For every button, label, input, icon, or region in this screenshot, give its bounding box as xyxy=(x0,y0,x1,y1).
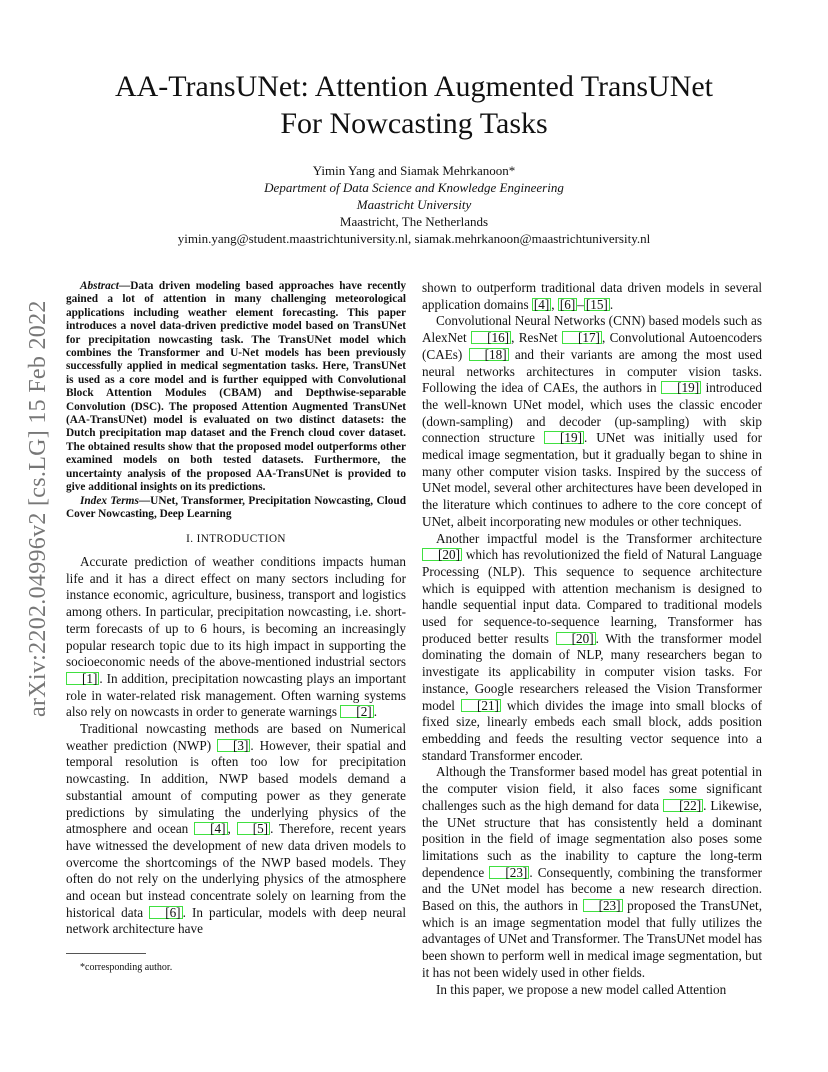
citation-link[interactable]: [6] xyxy=(149,906,182,919)
citation-link[interactable]: [16] xyxy=(471,331,511,344)
university: Maastricht University xyxy=(356,197,472,212)
citation-link[interactable]: [22] xyxy=(663,799,703,812)
citation-link[interactable]: [20] xyxy=(422,548,462,561)
left-column xyxy=(66,280,406,938)
index-terms xyxy=(66,495,406,522)
citation-link[interactable]: [23] xyxy=(489,866,529,879)
author-block xyxy=(64,162,764,247)
citation-link[interactable]: [4] xyxy=(533,296,550,312)
arxiv-identifier: arXiv:2202.04996v2 [cs.LG] 15 Feb 2022 xyxy=(25,300,51,717)
citation-link[interactable]: [5] xyxy=(237,822,270,835)
citation-link[interactable]: [1] xyxy=(66,672,99,685)
citation-link[interactable]: [18] xyxy=(469,348,509,361)
intro-paragraph-3: Convolutional Neural Networks (CNN) based models such as AlexNet [16] , ResNet [17] , Convolutional Autoencoders (CAEs) [18] and their variants are among the most used neural networks architectures in computer vision tasks. Following the idea of CAEs, the authors in [19] introduced the well-known UNet model, which uses the classic encoder (down-sampling) and decoder (up-sampling) with skip connection structure [19] . UNet was initially used for medical image segmentation, but it gradually began to shine in many other computer vision tasks. Inspired by the success of UNet model, several other architectures have been developed in the literature which continues to adhere to the core concept of UNet, albeit incorporating new modules or other techniques. xyxy=(422,313,763,529)
paper-title xyxy=(64,68,764,142)
intro-paragraph-5: Although the Transformer based model has great potential in the computer vision field, it also faces some significant challenges such as the high demand for data [22] . Likewise, the UNet structure that has consistently held a dominant position in the field of image segmentation also poses some limitations such as the inability to capture the long-term dependence [23] . Consequently, combining the transformer and the UNet model has become a new research direction. Based on this, the authors in [23] proposed the TransUNet, which is an image segmentation model that fully utilizes the advantages of UNet and Transformer. The TransUNet model has been shown to perform well in medical image segmentation, but it has not been widely used in other fields. xyxy=(422,764,763,980)
right-column xyxy=(422,280,762,998)
citation-link[interactable]: [20] xyxy=(556,632,596,645)
citation-link[interactable]: [4] xyxy=(194,822,227,835)
author-names: Yimin Yang and Siamak Mehrkanoon* xyxy=(312,163,516,178)
section-heading-introduction: I. INTRODUCTION xyxy=(186,533,286,546)
intro-paragraph-1: Accurate prediction of weather conditions impacts human life and it has a direct effect on many sectors including for instance economic, agriculture, business, transport and logistics among others. In particular, precipitation nowcasting, i.e. short-term forecasts of up to 6 hours, is becoming an increasingly popular research topic due to its high impact in supporting the socioeconomic needs of the above-mentioned industrial sectors [1] . In addition, precipitation nowcasting plays an important role in water-related risk management. Often warning systems also rely on nowcasts in order to generate warnings [2] . xyxy=(66,554,406,720)
citation-link[interactable]: [3] xyxy=(217,739,250,752)
index-terms-text: —UNet, Transformer, Precipitation Nowcasting, Cloud Cover Nowcasting, Deep Learning xyxy=(66,494,406,520)
footnote-rule xyxy=(66,953,146,954)
citation-link[interactable]: [2] xyxy=(340,705,373,718)
title-line-1: AA-TransUNet: Attention Augmented TransUNet xyxy=(114,70,714,103)
abstract xyxy=(66,280,406,495)
location: Maastricht, The Netherlands xyxy=(339,214,489,229)
citation-link[interactable]: [23] xyxy=(583,899,623,912)
abstract-text: —Data driven modeling based approaches have recently gained a lot of attention in many challenging meteorological applications including weather element forecasting. This paper introduces a novel data-driven predictive model based on TransUNet for precipitation nowcasting task. The TransUNet model which combines the Transformer and U-Net models has been previously successfully applied in medical segmentation tasks. Here, TransUNet is used as a core model and is further equipped with Convolutional Block Attention Modules (CBAM) and Depthwise-separable Convolution (DSC). The proposed Attention Augmented TransUNet (AA-TransUNet) model is evaluated on two distinct datasets: the Dutch precipitation map dataset and the French cloud cover dataset. The obtained results show that the proposed model outperforms other examined models on both tested datasets. Furthermore, the uncertainty analysis of the proposed AA-TransUNet is provided to give additional insights on its predictions. xyxy=(66,280,406,494)
footnote: *corresponding author. xyxy=(80,962,173,973)
emails: yimin.yang@student.maastrichtuniversity.nl, siamak.mehrkanoon@maastrichtuniversity.nl xyxy=(177,231,651,246)
citation-link[interactable]: [6] xyxy=(559,296,576,312)
intro-paragraph-2: Traditional nowcasting methods are based on Numerical weather prediction (NWP) [3] . However, their spatial and temporal resolution is often too low for precipitation nowcasting. In addition, NWP based models demand a substantial amount of computing power as they generate predictions by simulating the underlying physics of the atmosphere and ocean [4] , [5] . Therefore, recent years have witnessed the development of new data driven models to overcome the shortcomings of the NWP based models. They often do not rely on the underlying physics of the atmosphere and ocean but instead concentrate solely on learning from the historical data [6] . In particular, models with deep neural network architecture have xyxy=(66,721,407,937)
intro-paragraph-6: In this paper, we propose a new model called Attention xyxy=(436,981,727,997)
citation-link[interactable]: [19] xyxy=(544,431,584,444)
citation-link[interactable]: [19] xyxy=(661,381,701,394)
title-line-2: For Nowcasting Tasks xyxy=(280,107,548,140)
intro-paragraph-4: Another impactful model is the Transformer architecture [20] which has revolutionized the field of Natural Language Processing (NLP). This sequence to sequence architecture which is equipped with attention mechanism is designed to handle sequential input data. Compared to traditional models used for sequence-to-sequence learning, Transformer has produced better results [20] . With the transformer model dominating the domain of NLP, many researchers began to investigate its applicability in computer vision tasks. For instance, Google researchers released the Vision Transformer model [21] which divides the image into small blocks of fixed size, linearly embeds each small block, adds position embedding and feeds the resulting vector sequence into a standard Transformer encoder. xyxy=(422,530,762,763)
intro-paragraph-continued: shown to outperform traditional data driven models in several application domains [4] , [6] – [15] . xyxy=(422,280,762,312)
citation-link[interactable]: [15] xyxy=(585,296,608,312)
index-terms-label: Index Terms xyxy=(80,494,139,507)
citation-link[interactable]: [17] xyxy=(562,331,602,344)
citation-link[interactable]: [21] xyxy=(461,699,501,712)
abstract-label: Abstract xyxy=(80,280,119,292)
department: Department of Data Science and Knowledge Engineering xyxy=(264,180,564,195)
